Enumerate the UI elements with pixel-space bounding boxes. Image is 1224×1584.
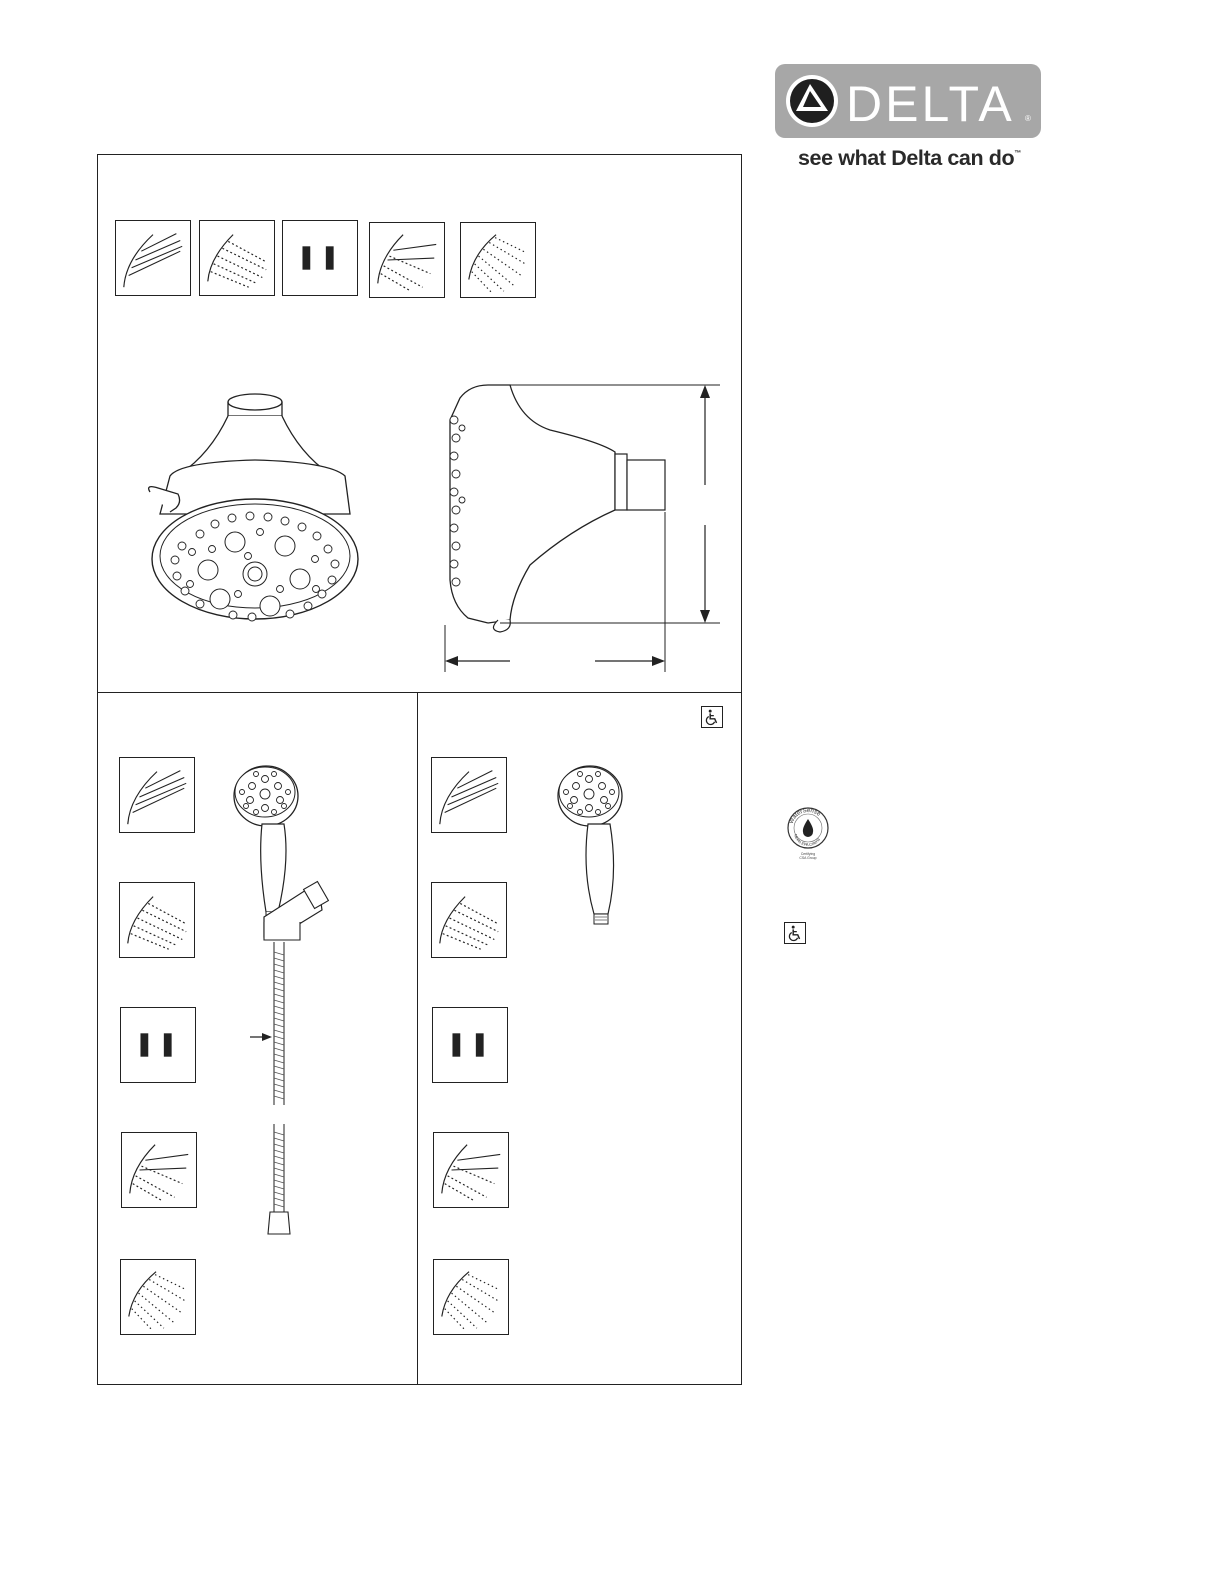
hand-shower-illustration: [552, 762, 632, 932]
full-massage-spray-icon: [433, 1132, 509, 1208]
full-spray-icon: [115, 220, 191, 296]
svg-text:CSA Group: CSA Group: [799, 856, 817, 860]
full-massage-spray-icon: [121, 1132, 197, 1208]
champagne-spray-icon: [460, 222, 536, 298]
showerhead-front-illustration: [140, 384, 365, 624]
svg-text:WaterSense: WaterSense: [788, 807, 822, 825]
svg-text:Certifying: Certifying: [800, 852, 816, 856]
brand-wordmark: DELTA: [846, 76, 1015, 132]
full-massage-spray-icon: [369, 222, 445, 298]
massage-spray-icon: [199, 220, 275, 296]
champagne-spray-icon: [433, 1259, 509, 1335]
massage-spray-icon: [119, 882, 195, 958]
massage-spray-icon: [431, 882, 507, 958]
svg-text:®: ®: [1025, 114, 1031, 123]
pause-icon: [432, 1007, 508, 1083]
hand-shower-with-hose-illustration: [228, 762, 338, 1242]
wheelchair-accessible-icon: [701, 706, 723, 728]
svg-text:Meets EPA Criteria: Meets EPA Criteria: [793, 833, 821, 848]
showerhead-side-illustration: [440, 380, 725, 675]
watersense-logo: [784, 806, 832, 860]
pause-icon: [120, 1007, 196, 1083]
wheelchair-accessible-icon: [784, 922, 806, 944]
brand-tagline: see what Delta can do™: [798, 146, 1021, 170]
champagne-spray-icon: [120, 1259, 196, 1335]
horizontal-divider: [97, 692, 742, 693]
full-spray-icon: [119, 757, 195, 833]
vertical-divider: [417, 692, 418, 1385]
full-spray-icon: [431, 757, 507, 833]
pause-icon: [282, 220, 358, 296]
delta-logo: [774, 63, 1042, 139]
